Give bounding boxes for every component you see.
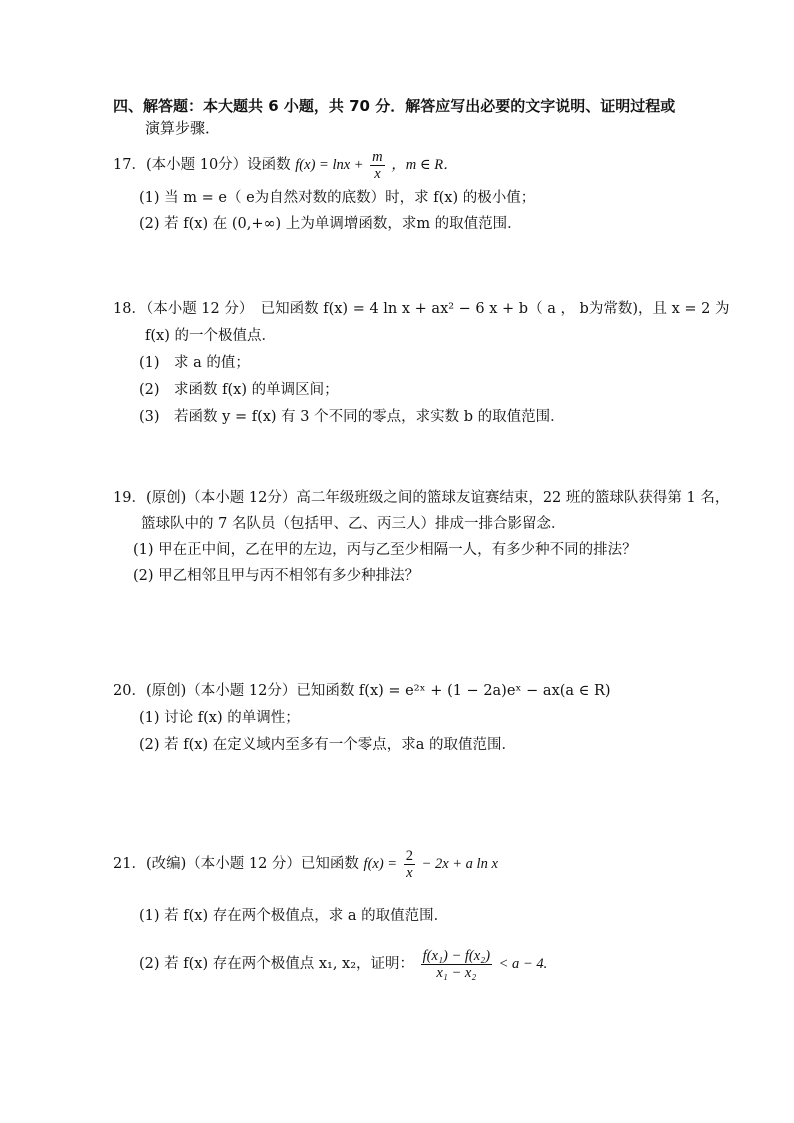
q21-part2 [139,946,547,982]
q18-part2: (2) 求函数 f(x) 的单调区间； [139,382,339,398]
q17-part1: (1) 当 m = e（ e为自然对数的底数）时，求 f(x) 的极小值； [139,190,536,206]
q20-stem: 20．(原创)（本小题 12分）已知函数 f(x) = e²ˣ + (1 − 2a)eˣ − ax(a ∈ R) [113,683,611,699]
q21-part1: (1) 若 f(x) 存在两个极值点，求 a 的取值范围． [139,908,449,924]
q19-part2: (2) 甲乙相邻且甲与丙不相邻有多少种排法？ [133,568,420,584]
q18-stem: 18．（本小题 12 分） 已知函数 f(x) = 4 ln x + ax² − 6 x + b（ a ， b为常数)，且 x = 2 为 [113,301,730,317]
q17-function: f(x) = lnx + [295,157,364,173]
q21-part2-den: x₁ − x₂ [436,964,477,981]
q19-stem-cont: 篮球队中的 7 名队员（包括甲、乙、丙三人）排成一排合影留念． [141,516,566,532]
q17-frac-num: m [372,148,383,165]
q18-part3: (3) 若函数 y = f(x) 有 3 个不同的零点，求实数 b 的取值范围． [139,409,565,425]
q19-part1: (1) 甲在正中间，乙在甲的左边，丙与乙至少相隔一人，有多少种不同的排法？ [133,542,637,558]
q21-part2-tail: < a − 4. [498,956,548,972]
q17-tail: ，m ∈ R． [391,157,458,173]
section-heading-cont: 演算步骤． [145,119,221,137]
q17-part2: (2) 若 f(x) 在 (0,+∞) 上为单调增函数，求m 的取值范围． [139,216,522,232]
q21-frac-den: x [406,864,413,881]
q21-function: f(x) = [363,856,398,872]
section-heading: 四、解答题：本大题共 6 小题，共 70 分．解答应写出必要的文字说明、证明过程或 [113,97,676,115]
q20-part1: (1) 讨论 f(x) 的单调性； [139,710,300,726]
q17-fraction [370,149,384,182]
q21-part2-fraction [421,948,492,981]
q21-stem [113,847,498,881]
q20-part2: (2) 若 f(x) 在定义域内至多有一个零点，求a 的取值范围． [139,737,516,753]
q18-stem-cont: f(x) 的一个极值点． [145,328,276,344]
q21-tail: − 2x + a ln x [421,856,498,872]
q18-part1: (1) 求 a 的值； [139,355,250,371]
q21-fraction [404,848,415,881]
q19-stem: 19．(原创)（本小题 12分）高二年级班级之间的篮球友谊赛结束，22 班的篮球队获得第 1 名， [113,490,730,506]
q17-frac-den: x [374,165,381,182]
q21-frac-num: 2 [405,847,413,864]
q21-lead: 21．(改编)（本小题 12 分）已知函数 [113,856,359,872]
q21-part2-num: f(x₁) − f(x₂) [422,947,491,964]
q21-part2-lead: (2) 若 f(x) 存在两个极值点 x₁, x₂，证明： [139,956,415,972]
q17-stem [113,148,458,182]
q17-lead: 17．(本小题 10分）设函数 [113,157,291,173]
